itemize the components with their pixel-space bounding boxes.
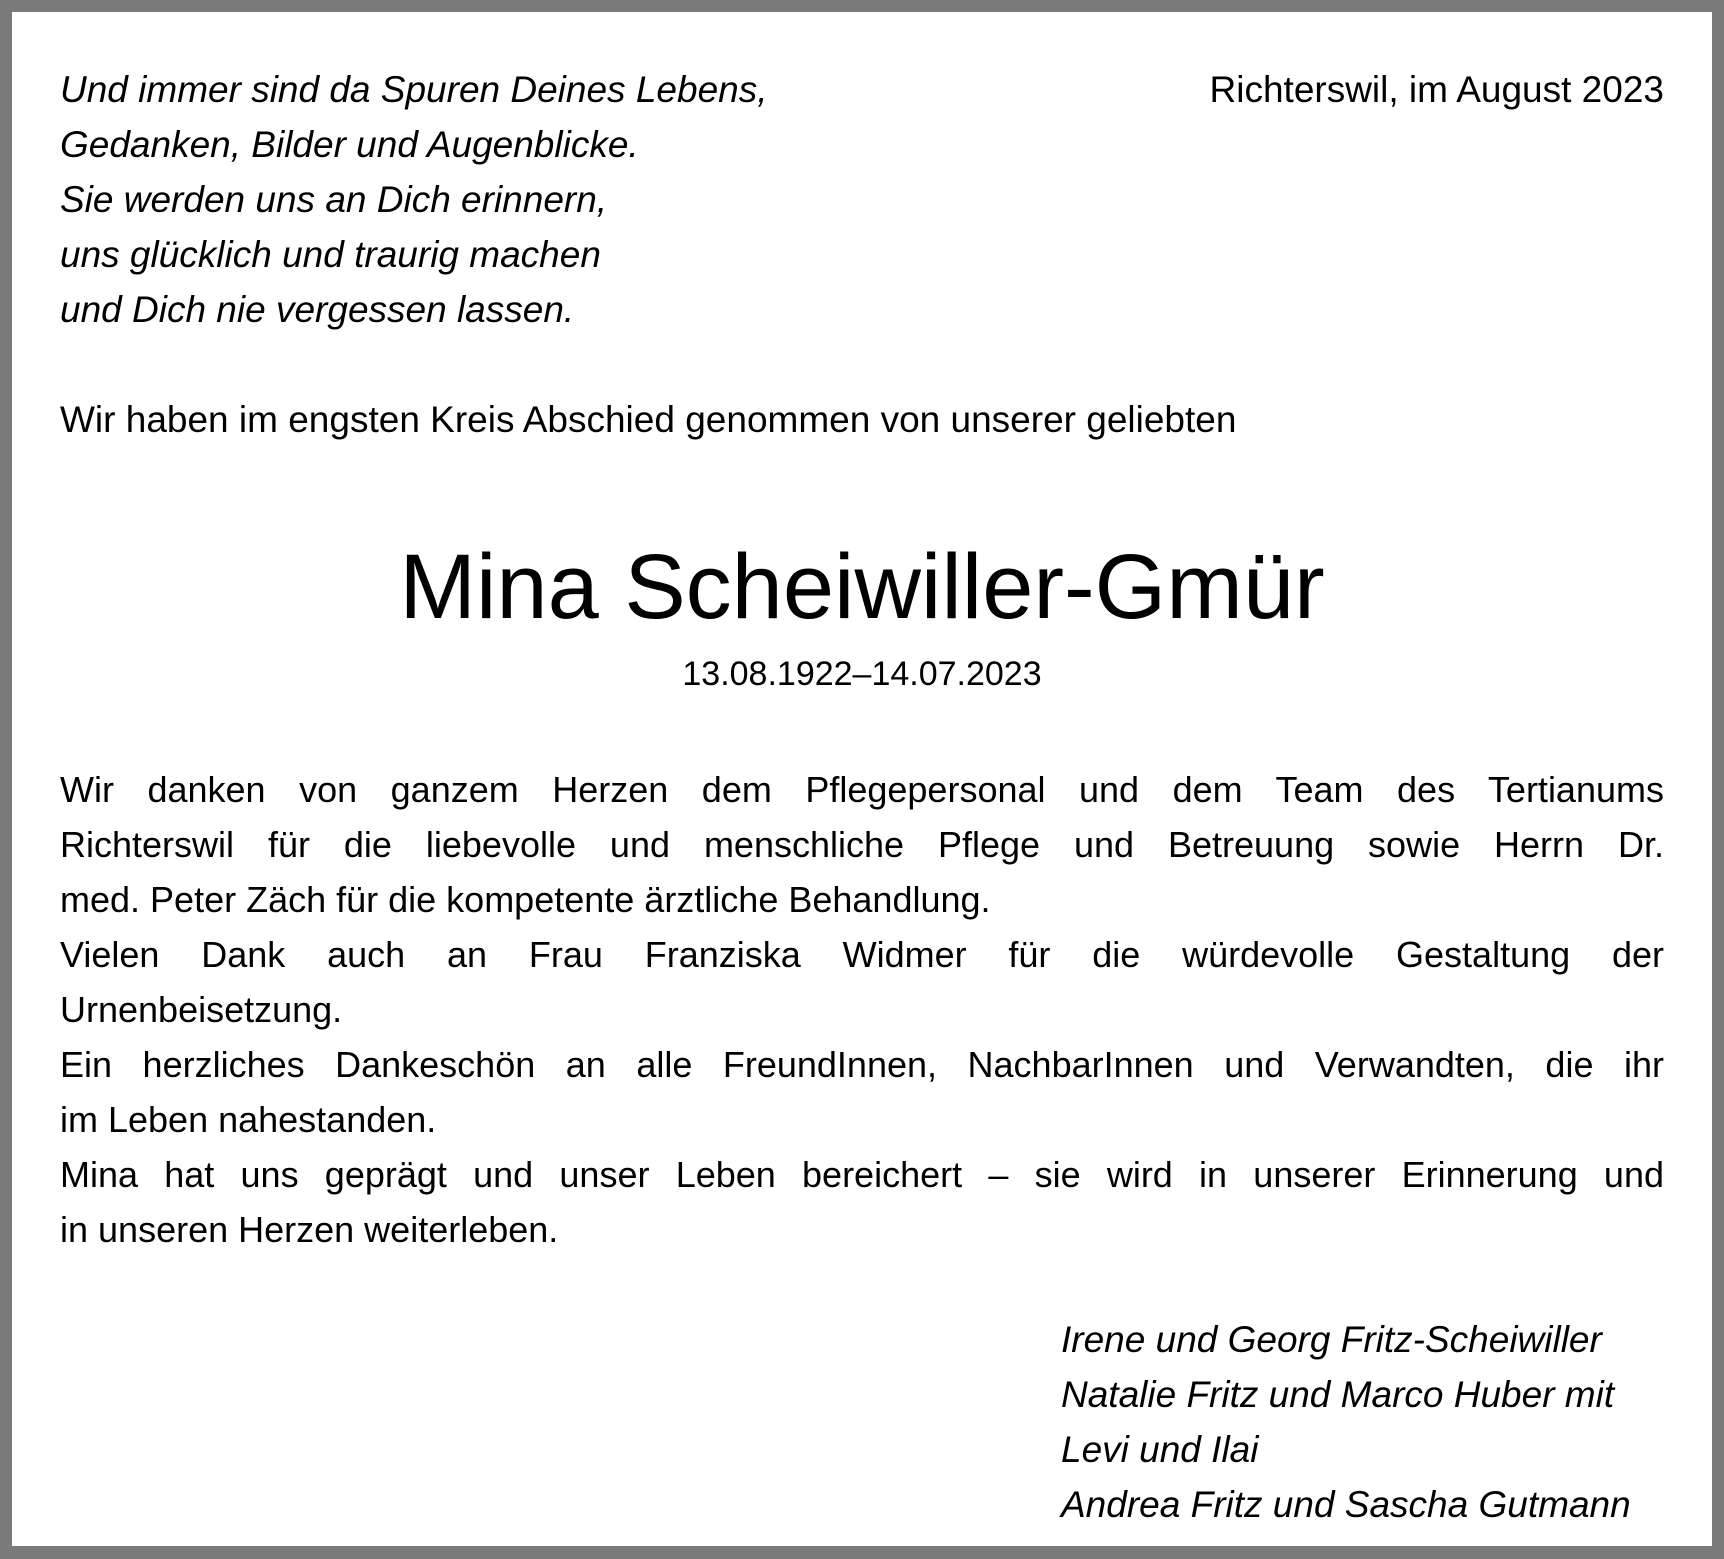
signature-line: Natalie Fritz und Marco Huber mit (1061, 1374, 1615, 1415)
body-line: Ein herzliches Dankeschön an alle FreundInnen, NachbarInnen und Verwandten, die ihr (60, 1044, 1664, 1085)
body-line: Richterswil für die liebevolle und menschliche Pflege und Betreuung sowie Herrn Dr. (60, 824, 1664, 865)
body-line: Vielen Dank auch an Frau Franziska Widmer für die würdevolle Gestaltung der (60, 934, 1664, 975)
signature-line: Irene und Georg Fritz-Scheiwiller (1061, 1319, 1602, 1360)
body-line: med. Peter Zäch für die kompetente ärztliche Behandlung. (60, 879, 991, 920)
body-line: im Leben nahestanden. (60, 1099, 437, 1140)
obituary-notice (12, 12, 1712, 1546)
body-line: Wir danken von ganzem Herzen dem Pflegepersonal und dem Team des Tertianums (60, 769, 1664, 810)
poem-line: und Dich nie vergessen lassen. (60, 289, 575, 330)
place-date: Richterswil, im August 2023 (1209, 69, 1664, 110)
signature-line: Andrea Fritz und Sascha Gutmann (1061, 1484, 1631, 1525)
thanks-text (60, 762, 1664, 1257)
body-line: Urnenbeisetzung. (60, 989, 343, 1030)
signatures (1061, 1312, 1631, 1532)
intro-text: Wir haben im engsten Kreis Abschied genommen von unserer geliebten (60, 399, 1237, 440)
poem-line: Sie werden uns an Dich erinnern, (60, 179, 608, 220)
body-line: in unseren Herzen weiterleben. (60, 1209, 559, 1250)
life-dates: 13.08.1922–14.07.2023 (682, 655, 1042, 693)
poem-line: uns glücklich und traurig machen (60, 234, 601, 275)
poem (60, 62, 768, 337)
body-line: Mina hat uns geprägt und unser Leben bereichert – sie wird in unserer Erinnerung und (60, 1154, 1664, 1195)
poem-line: Gedanken, Bilder und Augenblicke. (60, 124, 639, 165)
poem-line: Und immer sind da Spuren Deines Lebens, (60, 69, 768, 110)
deceased-name: Mina Scheiwiller-Gmür (399, 536, 1325, 638)
signature-line: Levi und Ilai (1061, 1429, 1259, 1470)
